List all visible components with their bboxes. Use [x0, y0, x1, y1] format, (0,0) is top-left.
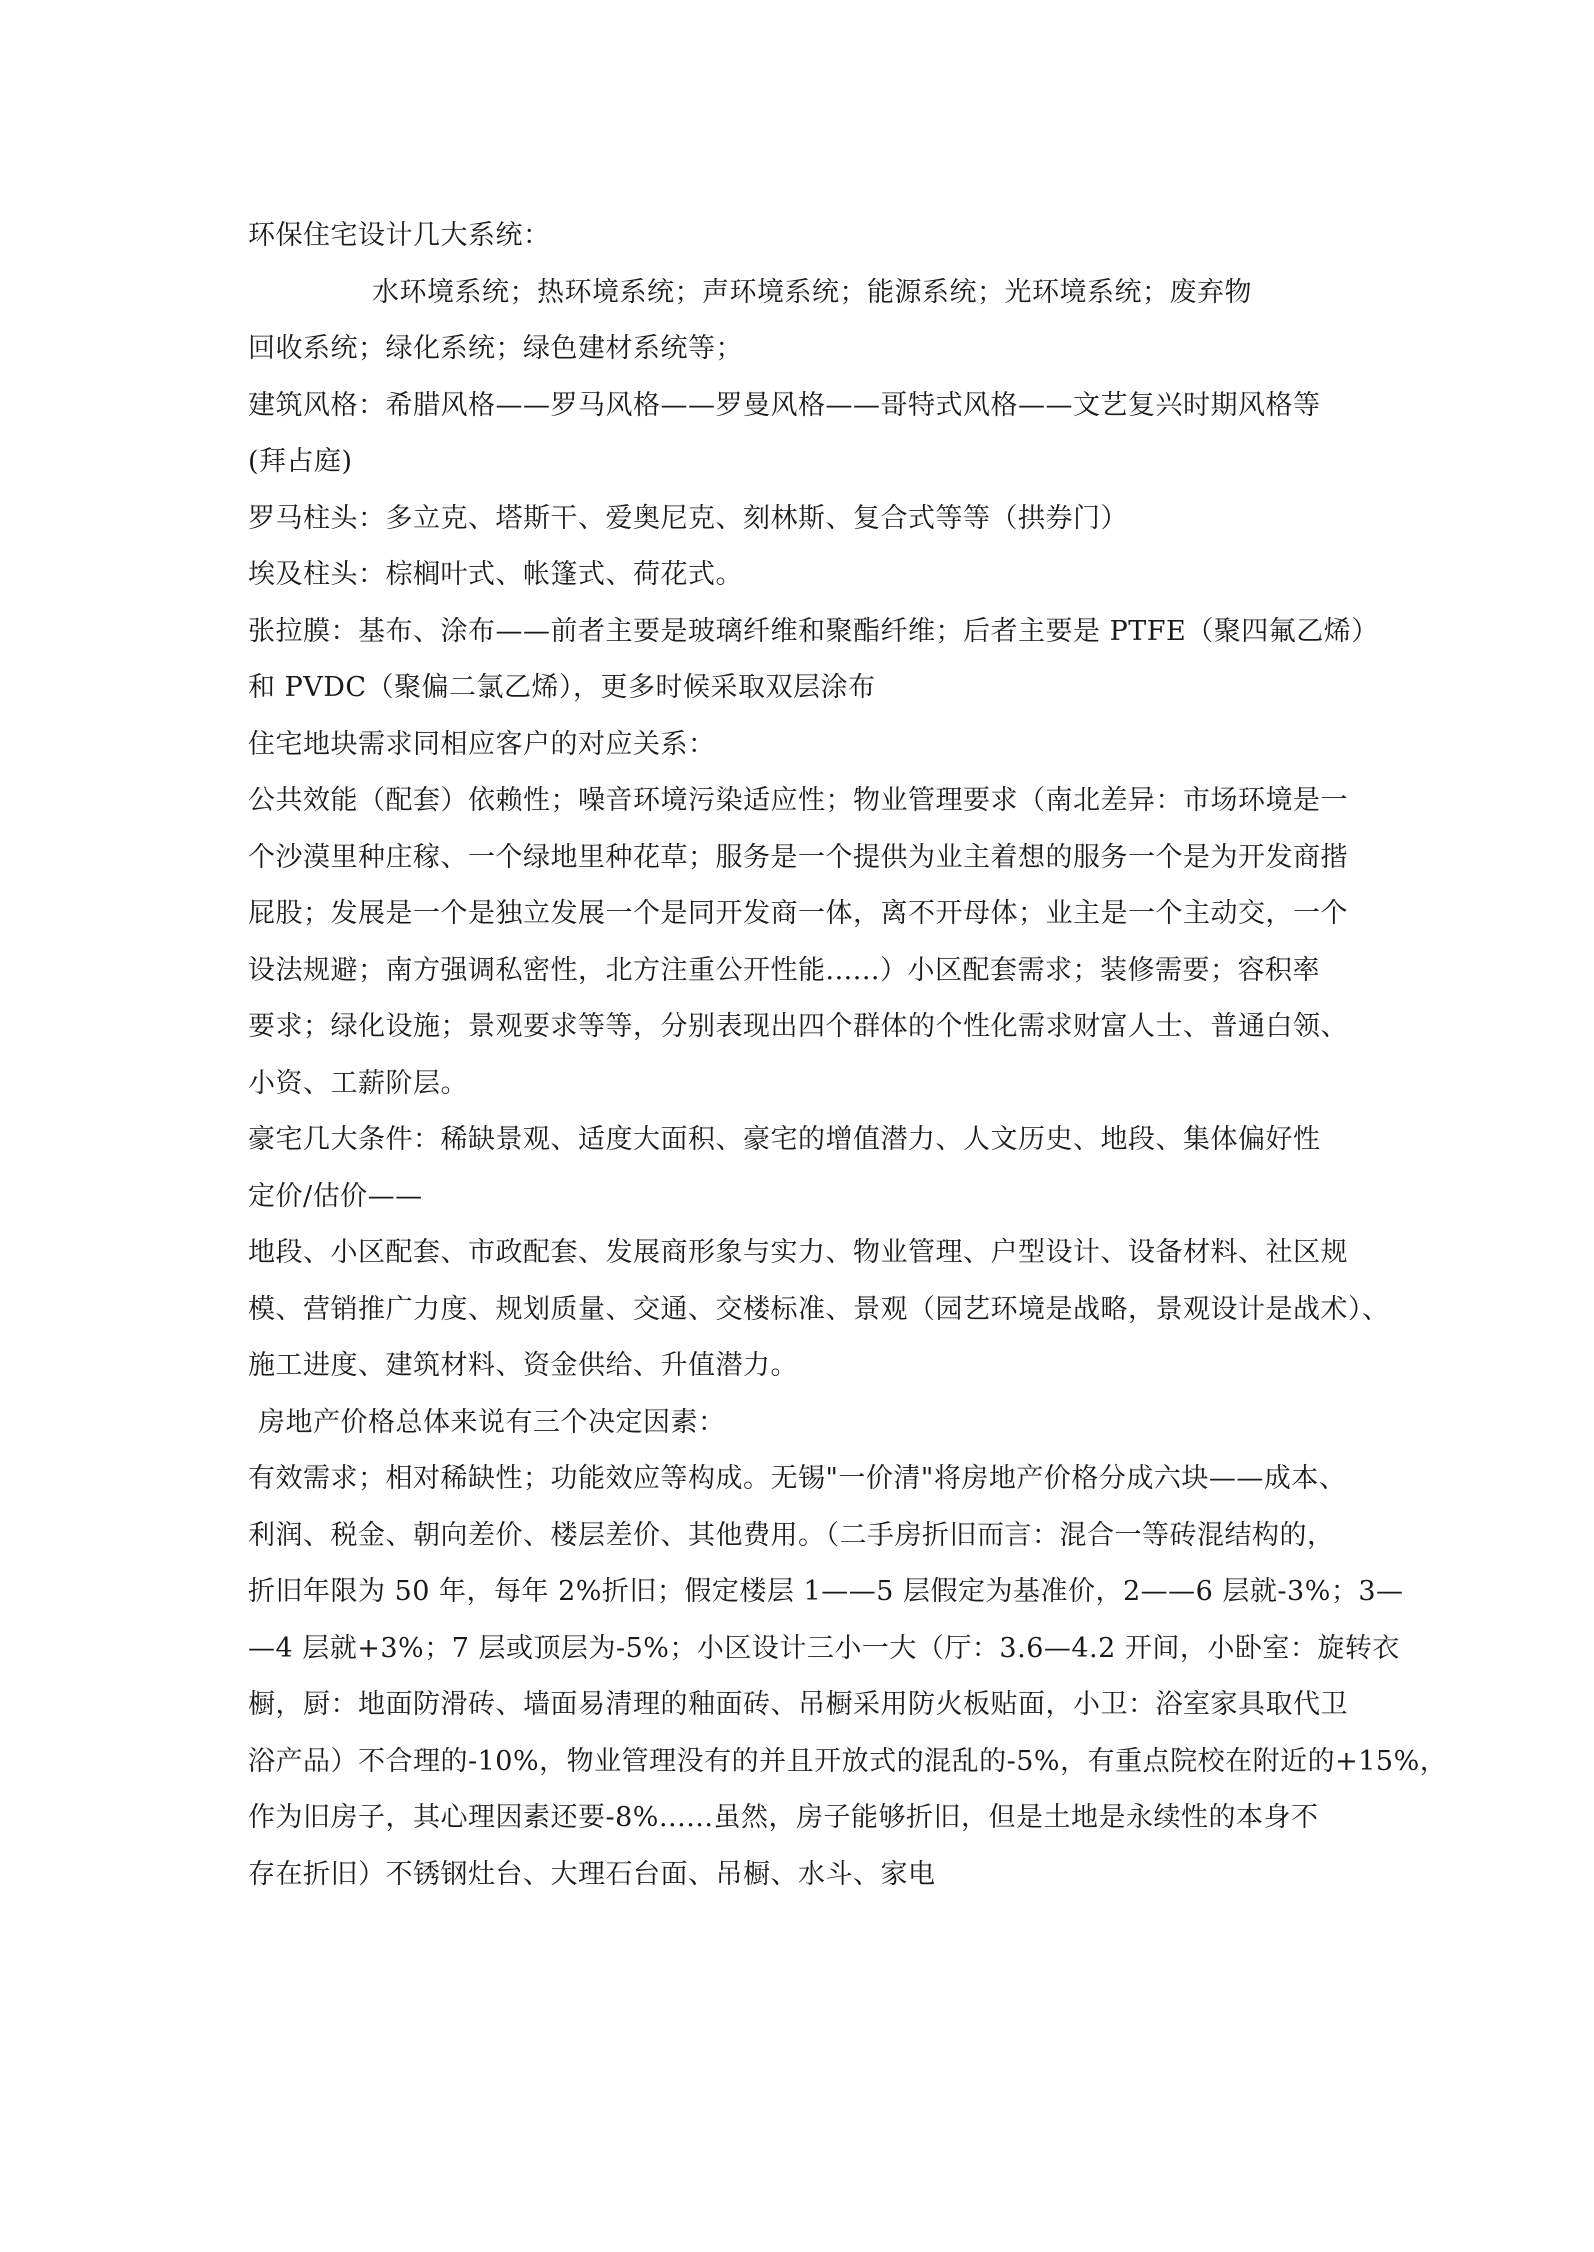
text-line: 公共效能（配套）依赖性；噪音环境污染适应性；物业管理要求（南北差异：市场环境是一 [248, 785, 1348, 816]
heading-eco-systems: 环保住宅设计几大系统： [248, 220, 551, 251]
text-line: 地段、小区配套、市政配套、发展商形象与实力、物业管理、户型设计、设备材料、社区规 [248, 1237, 1348, 1268]
document-body [248, 208, 1448, 1903]
text-line: (拜占庭) [248, 446, 353, 477]
heading-pricing: 定价/估价—— [248, 1180, 423, 1212]
heading-price-factors: 房地产价格总体来说有三个决定因素： [258, 1406, 726, 1438]
text-line: 浴产品）不合理的-10%，物业管理没有的并且开放式的混乱的-5%，有重点院校在附近的+15%， [248, 1745, 1448, 1777]
text-line: 施工进度、建筑材料、资金供给、升值潜力。 [248, 1350, 798, 1381]
text-line: 和 PVDC（聚偏二氯乙烯），更多时候采取双层涂布 [248, 672, 876, 703]
text-line: 屁股；发展是一个是独立发展一个是同开发商一体，离不开母体；业主是一个主动交，一个 [248, 898, 1348, 929]
text-line: 折旧年限为 50 年，每年 2%折旧；假定楼层 1——5 层假定为基准价，2——6 层就-3%；3— [248, 1576, 1404, 1607]
text-line: 有效需求；相对稀缺性；功能效应等构成。无锡"一价清"将房地产价格分成六块——成本、 [248, 1463, 1347, 1494]
text-line: 要求；绿化设施；景观要求等等，分别表现出四个群体的个性化需求财富人士、普通白领、 [248, 1011, 1348, 1042]
text-line: 作为旧房子，其心理因素还要-8%......虽然，房子能够折旧，但是土地是永续性的本身不 [248, 1802, 1319, 1833]
text-line: 模、营销推广力度、规划质量、交通、交楼标准、景观（园艺环境是战略，景观设计是战术）、 [248, 1293, 1390, 1325]
text-line-roman-capitals: 罗马柱头：多立克、塔斯干、爱奥尼克、刻林斯、复合式等等（拱券门） [248, 502, 1128, 534]
text-line: 利润、税金、朝向差价、楼层差价、其他费用。（二手房折旧而言：混合一等砖混结构的， [248, 1519, 1335, 1551]
heading-land-demand: 住宅地块需求同相应客户的对应关系： [248, 728, 716, 760]
text-line-luxury-conditions: 豪宅几大条件：稀缺景观、适度大面积、豪宅的增值潜力、人文历史、地段、集体偏好性 [248, 1124, 1321, 1155]
text-line-architecture-style: 建筑风格：希腊风格——罗马风格——罗曼风格——哥特式风格——文艺复兴时期风格等 [248, 389, 1321, 421]
text-line: —4 层就+3%；7 层或顶层为-5%；小区设计三小一大（厅：3.6—4.2 开间，小卧室：旋转衣 [248, 1632, 1400, 1664]
text-line: 存在折旧）不锈钢灶台、大理石台面、吊橱、水斗、家电 [248, 1858, 936, 1890]
text-line: 设法规避；南方强调私密性，北方注重公开性能......）小区配套需求；装修需要；容积率 [248, 954, 1320, 986]
text-line: 水环境系统；热环境系统；声环境系统；能源系统；光环境系统；废弃物 [372, 276, 1252, 308]
text-line: 橱，厨：地面防滑砖、墙面易清理的釉面砖、吊橱采用防火板贴面，小卫：浴室家具取代卫 [248, 1689, 1348, 1720]
text-line-egypt-capitals: 埃及柱头：棕榈叶式、帐篷式、荷花式。 [248, 559, 743, 590]
text-line: 小资、工薪阶层。 [248, 1067, 468, 1099]
text-line: 个沙漠里种庄稼、一个绿地里种花草；服务是一个提供为业主着想的服务一个是为开发商揩 [248, 841, 1348, 873]
text-line-membrane: 张拉膜：基布、涂布——前者主要是玻璃纤维和聚酯纤维；后者主要是 PTFE（聚四氟乙烯） [248, 615, 1379, 647]
text-line: 回收系统；绿化系统；绿色建材系统等； [248, 333, 743, 364]
